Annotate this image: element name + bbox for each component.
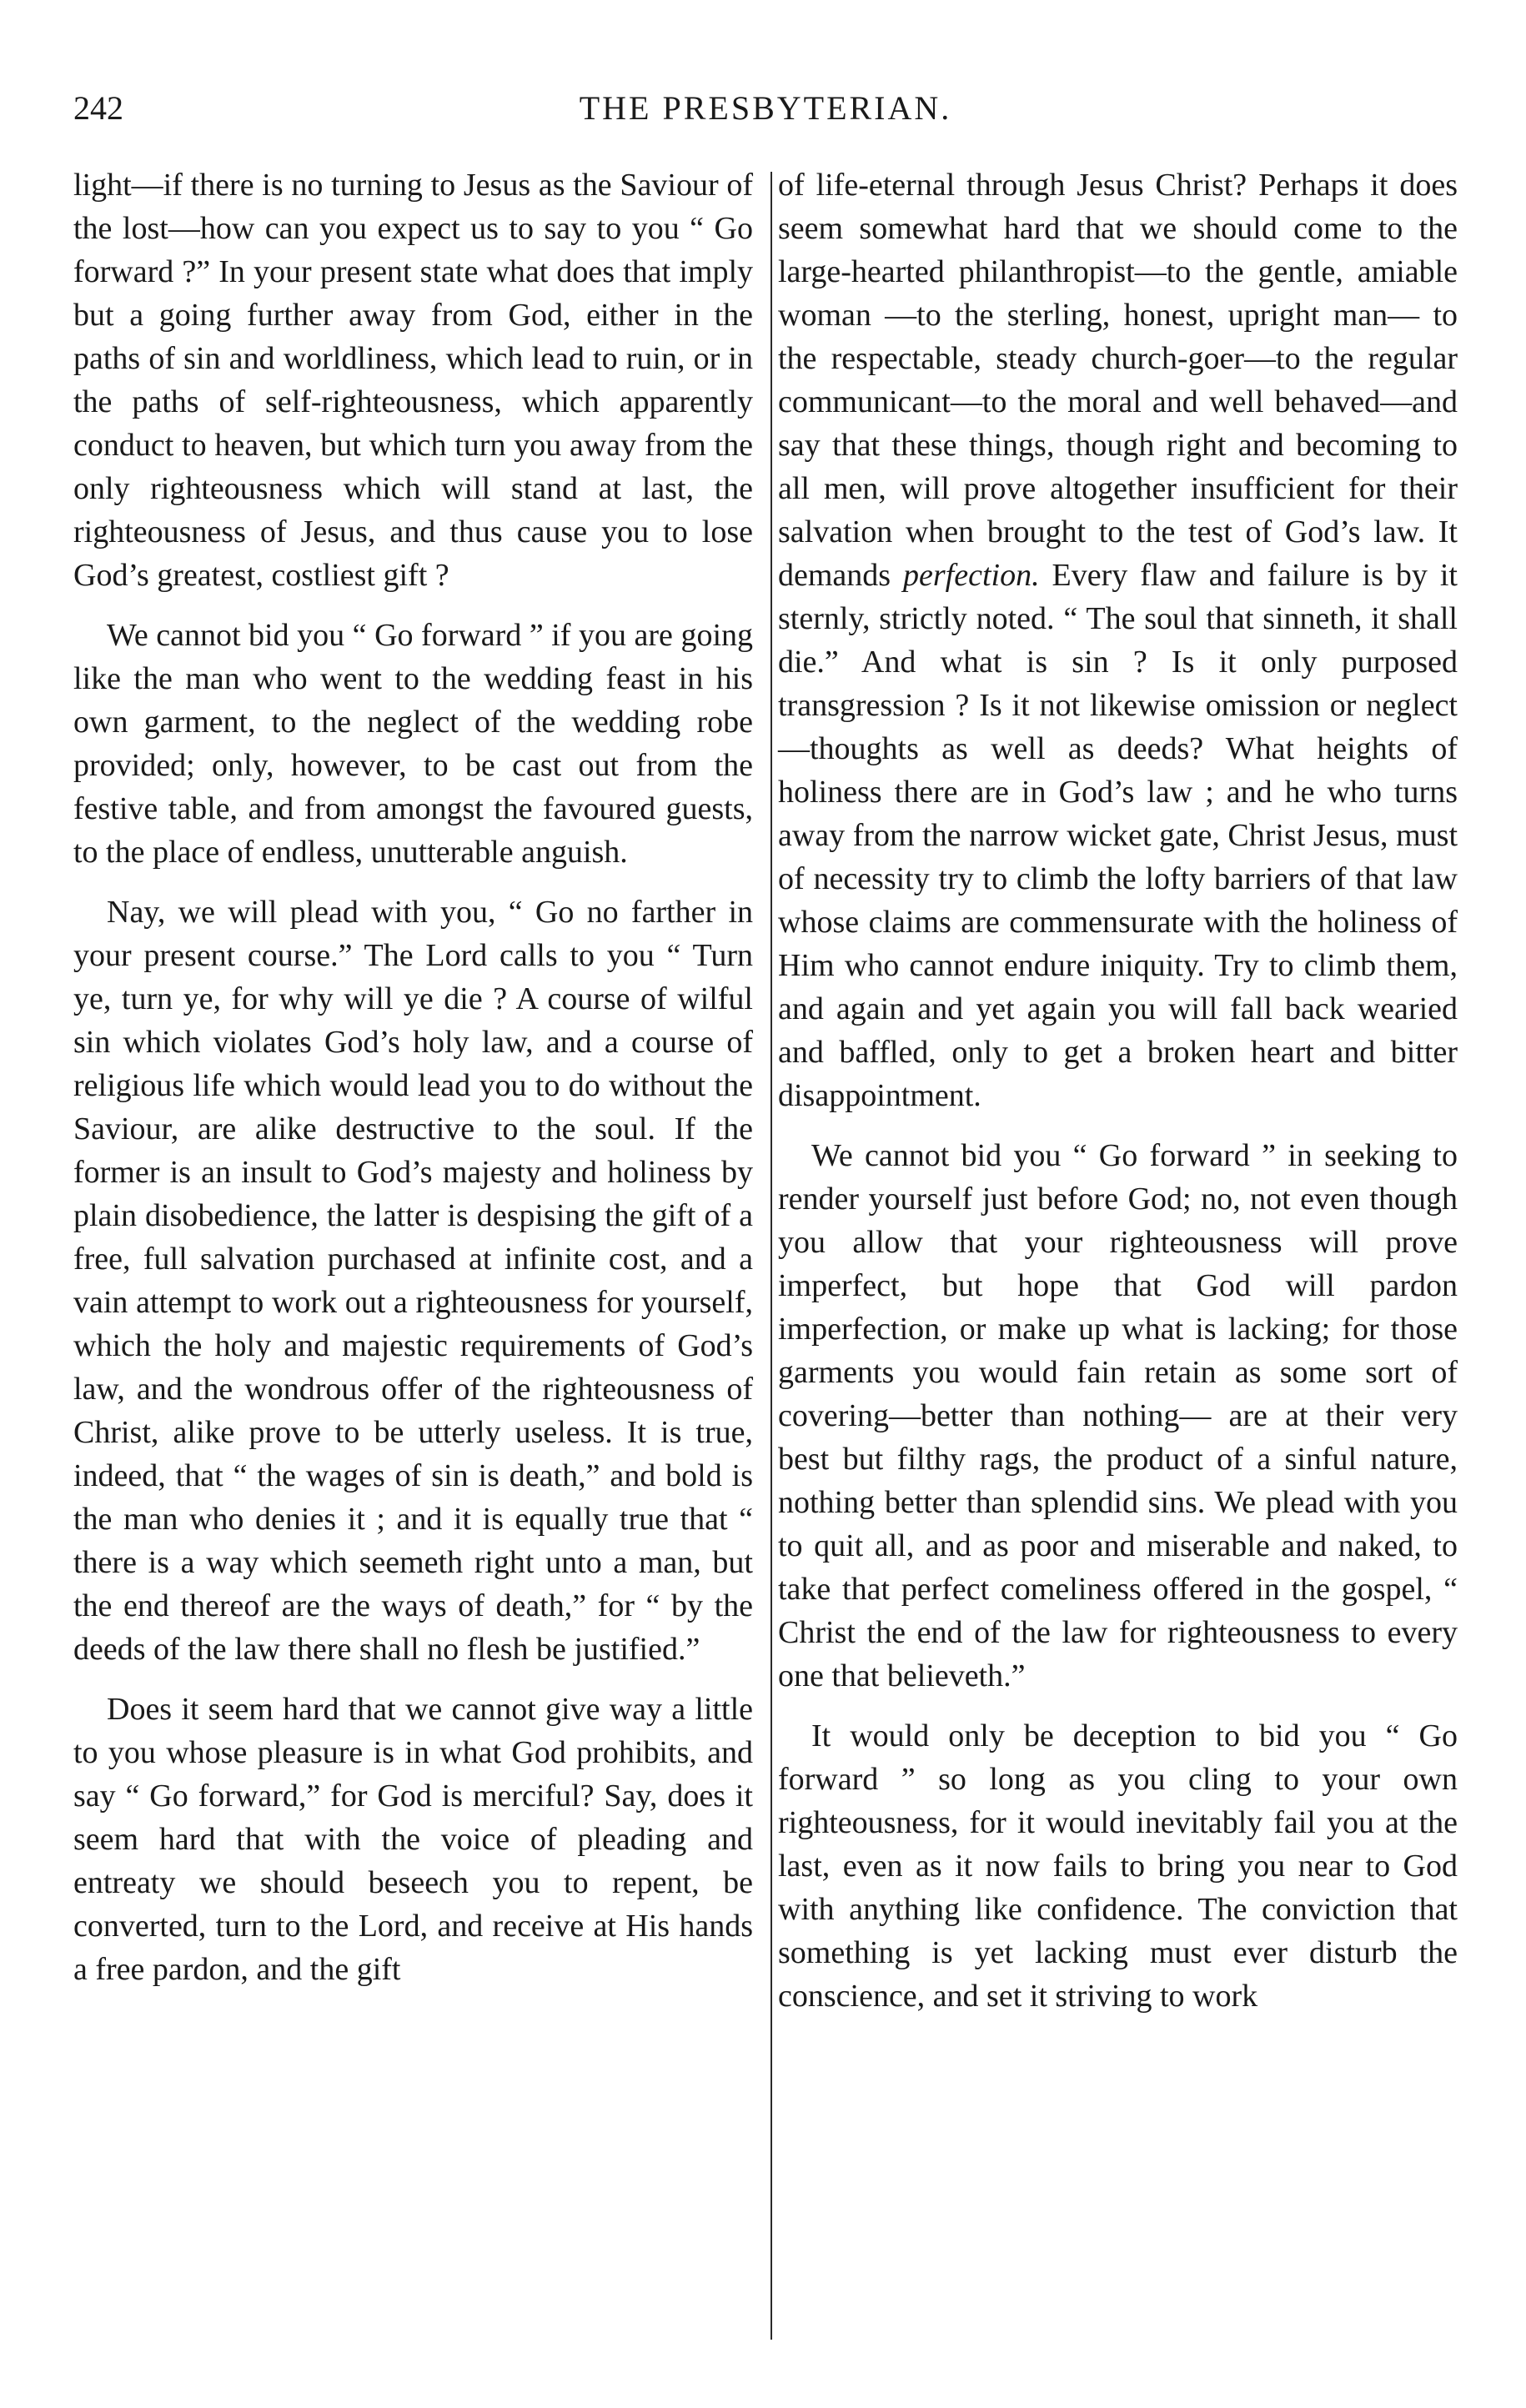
page	[73, 83, 1458, 2385]
right-paragraph-1	[778, 163, 1458, 1117]
right-paragraph-3: It would only be deception to bid you “ Go forward ” so long as you cling to your own righteousness, for it would inevitably fail you at the last, even as it now fails to bring you near to God with anything like confidence. The conviction that something is yet lacking must ever disturb the conscience, and set it striving to work	[778, 1718, 1458, 2014]
right-paragraph-1-end: Every flaw and failure is by it sternly, strictly noted. “ The soul that sinneth, it shall die.” And what is sin ? Is it only purposed transgression ? Is it not likewise omission or neglect—thoughts as well as deeds? What heights of holiness there are in God’s law ; and he who turns away from the narrow wicket gate, Christ Jesus, must of necessity try to climb the lofty barriers of that law whose claims are commensurate with the holiness of Him who cannot endure iniquity. Try to climb them, and again and yet again you will fall back wearied and baffled, only to get a broken heart and bitter disappointment.	[778, 558, 1458, 1113]
column-divider-rule	[771, 172, 772, 2340]
right-paragraph-1-start: of life-eternal through Jesus Christ? Perhaps it does seem somewhat hard that we should come to the large-hearted philanthropist—to the gentle, amiable woman —to the sterling, honest, upright man— to the respectable, steady church-goer—to the regular communicant—to the moral and well behaved—and say that these things, though right and becoming to all men, will prove altogether insufficient for their salvation when brought to the test of God’s law. It demands	[778, 168, 1458, 593]
journal-title: THE PRESBYTERIAN.	[579, 89, 952, 127]
emphasis-perfection: perfection.	[903, 558, 1040, 593]
right-column	[778, 163, 1458, 2356]
page-number: 242	[73, 89, 123, 127]
left-column	[73, 163, 753, 2356]
left-paragraph-2: We cannot bid you “ Go forward ” if you are going like the man who went to the wedding feast in his own garment, to the neglect of the wedding robe provided; only, however, to be cast out from the festive table, and from amongst the favoured guests, to the place of endless, unutterable anguish.	[73, 618, 753, 870]
left-paragraph-1: light—if there is no turning to Jesus as the Saviour of the lost—how can you expect us to say to you “ Go forward ?” In your present state what does that imply but a going further away from God, either in the paths of sin and worldliness, which lead to ruin, or in the paths of self-righteousness, which apparently conduct to heaven, but which turn you away from the only righteousness which will stand at last, the righteousness of Jesus, and thus cause you to lose God’s greatest, costliest gift ?	[73, 168, 753, 593]
running-head	[73, 83, 1458, 133]
text-columns	[73, 163, 1458, 2356]
right-paragraph-2: We cannot bid you “ Go forward ” in seeking to render yourself just before God; no, not even though you allow that your righteousness will prove imperfect, but hope that God will pardon imperfection, or make up what is lacking; for those garments you would fain retain as some sort of covering—better than nothing— are at their very best but filthy rags, the product of a sinful nature, nothing better than splendid sins. We plead with you to quit all, and as poor and miserable and naked, to take that perfect comeliness offered in the gospel, “ Christ the end of the law for righteousness to every one that believeth.”	[778, 1138, 1458, 1693]
left-paragraph-3: Nay, we will plead with you, “ Go no farther in your present course.” The Lord calls to you “ Turn ye, turn ye, for why will ye die ? A course of wilful sin which violates God’s holy law, and a course of religious life which would lead you to do without the Saviour, are alike destructive to the soul. If the former is an insult to God’s majesty and holiness by plain disobedience, the latter is despising the gift of a free, full salvation purchased at infinite cost, and a vain attempt to work out a righteousness for yourself, which the holy and majestic requirements of God’s law, and the wondrous offer of the righteousness of Christ, alike prove to be utterly useless. It is true, indeed, that “ the wages of sin is death,” and bold is the man who denies it ; and it is equally true that “ there is a way which seemeth right unto a man, but the end thereof are the ways of death,” for “ by the deeds of the law there shall no flesh be justified.”	[73, 895, 753, 1667]
left-paragraph-4: Does it seem hard that we cannot give way a little to you whose pleasure is in what God prohibits, and say “ Go forward,” for God is merciful? Say, does it seem hard that with the voice of pleading and entreaty we should beseech you to repent, be converted, turn to the Lord, and receive at His hands a free pardon, and the gift	[73, 1692, 753, 1987]
